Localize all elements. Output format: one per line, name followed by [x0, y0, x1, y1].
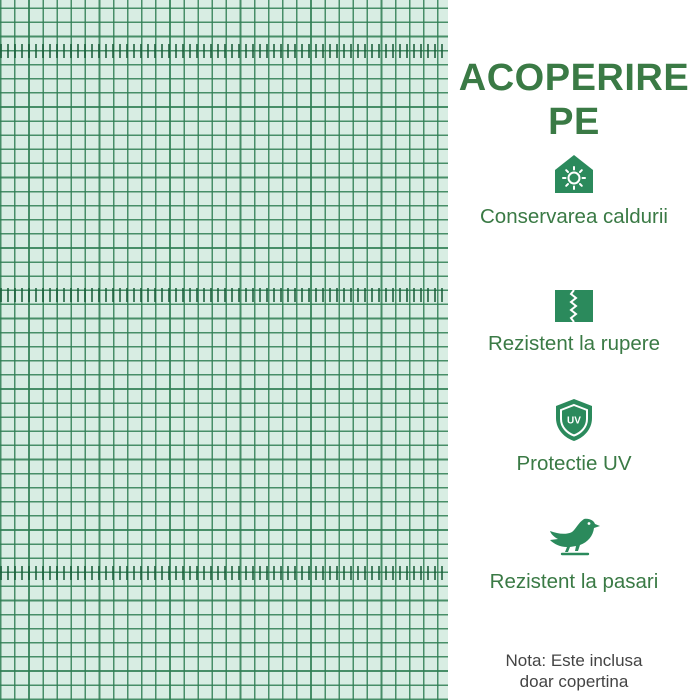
mesh-seam-top	[0, 44, 448, 58]
feature-tear-resistant	[448, 290, 700, 356]
uv-shield-icon	[554, 398, 594, 442]
feature-heat-conservation	[448, 153, 700, 229]
feature-label: Protectie UV	[516, 452, 632, 475]
mesh-seam-bottom	[0, 566, 448, 580]
title-line-2: PE	[548, 101, 600, 143]
house-sun-icon	[553, 153, 595, 195]
title-line-1: ACOPERIRE	[458, 57, 690, 99]
feature-bird-resistant	[448, 516, 700, 594]
bird-icon	[548, 516, 600, 560]
feature-label: Rezistent la rupere	[487, 332, 661, 355]
product-title	[448, 56, 700, 144]
features-panel	[448, 0, 700, 700]
note-text	[448, 650, 700, 692]
feature-uv-protection	[448, 398, 700, 476]
note-line-1: Nota: Este inclusa	[505, 651, 643, 670]
torn-fabric-icon	[555, 290, 593, 322]
note-line-2: doar copertina	[519, 672, 629, 691]
feature-label: Conservarea caldurii	[479, 205, 668, 228]
mesh-seam-middle	[0, 288, 448, 302]
svg-text:UV: UV	[567, 415, 581, 427]
feature-label: Rezistent la pasari	[489, 570, 659, 593]
